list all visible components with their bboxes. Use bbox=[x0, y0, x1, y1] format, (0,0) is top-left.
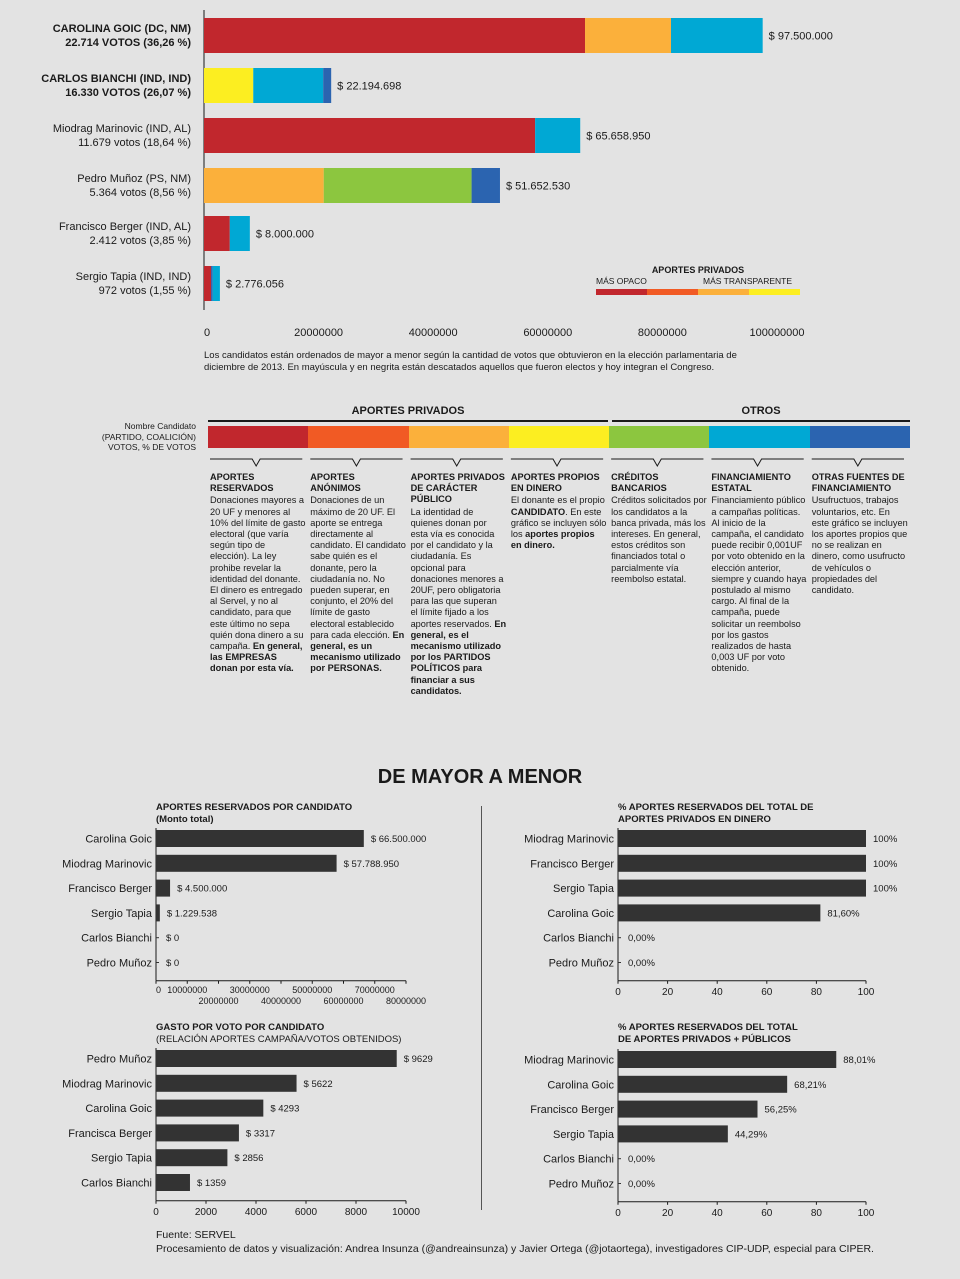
small-bar bbox=[156, 904, 160, 921]
small-x-tick: 80 bbox=[810, 986, 822, 998]
small-x-tick: 40 bbox=[711, 986, 723, 998]
top-x-tick: 20000000 bbox=[294, 327, 344, 339]
small-bar-value-label: 0,00% bbox=[628, 1179, 655, 1190]
legend-left-label-line3: VOTOS, % DE VOTOS bbox=[107, 442, 196, 452]
small-x-tick: 40 bbox=[711, 1207, 723, 1219]
small-bar bbox=[156, 1100, 263, 1117]
legend-header-other: OTROS bbox=[741, 405, 781, 417]
small-x-tick: 20000000 bbox=[198, 995, 239, 1006]
legend-column-title: APORTES PROPIOS EN DINERO bbox=[510, 472, 600, 494]
chart4-title-block bbox=[618, 1022, 918, 1046]
small-bar bbox=[156, 855, 337, 872]
small-x-tick: 2000 bbox=[194, 1206, 218, 1218]
small-bar-value-label: 68,21% bbox=[794, 1079, 827, 1091]
top-x-tick: 80000000 bbox=[637, 327, 687, 339]
small-x-tick: 20 bbox=[662, 986, 674, 998]
mini-legend-title: APORTES PRIVADOS bbox=[651, 265, 745, 275]
top-bar-total-label: $ 22.194.698 bbox=[337, 80, 402, 93]
small-x-tick: 20 bbox=[662, 1207, 674, 1219]
chart1-subtitle: (Monto total) bbox=[156, 814, 214, 825]
mini-legend-right: MÁS TRANSPARENTE bbox=[703, 276, 792, 286]
top-bar-total-label: $ 8.000.000 bbox=[255, 228, 314, 241]
top-candidate-name: CARLOS BIANCHI (IND, IND) bbox=[41, 73, 191, 85]
small-x-tick: 6000 bbox=[294, 1206, 318, 1218]
small-bar bbox=[618, 1076, 787, 1093]
legend-column-bold-text: CANDIDATO bbox=[510, 506, 566, 517]
chart2-subtitle: APORTES PRIVADOS EN DINERO bbox=[618, 814, 771, 825]
chart2-title: % APORTES RESERVADOS DEL TOTAL DE bbox=[618, 802, 814, 813]
top-candidate-name: Miodrag Marinovic (IND, AL) bbox=[52, 123, 191, 135]
small-bar-category: Carolina Goic bbox=[547, 1079, 614, 1092]
small-x-tick: 70000000 bbox=[354, 984, 395, 995]
small-bar bbox=[618, 904, 820, 921]
small-bar-value-label: 81,60% bbox=[827, 908, 860, 920]
small-x-tick: 60000000 bbox=[323, 995, 364, 1006]
small-bar-category: Sergio Tapia bbox=[91, 907, 152, 920]
small-bar-value-label: $ 2856 bbox=[234, 1153, 264, 1165]
small-bar-category: Carlos Bianchi bbox=[81, 932, 152, 945]
top-candidate-name: Pedro Muñoz (PS, NM) bbox=[77, 173, 191, 185]
legend-column-text: El donante es el propio bbox=[510, 495, 605, 506]
small-bar-value-label: $ 4.500.000 bbox=[177, 883, 228, 895]
top-bar-total-label: $ 2.776.056 bbox=[225, 278, 285, 291]
top-bar-total-label: $ 97.500.000 bbox=[768, 30, 833, 43]
small-bar-value-label: $ 5622 bbox=[303, 1078, 333, 1090]
small-charts-divider bbox=[481, 806, 482, 1210]
small-x-tick: 80000000 bbox=[385, 995, 427, 1006]
small-bar-value-label: 0,00% bbox=[628, 933, 655, 945]
legend-column-title: APORTES ANÓNIMOS bbox=[310, 472, 361, 494]
small-x-tick: 40000000 bbox=[260, 995, 302, 1006]
small-bar-category: Carlos Bianchi bbox=[543, 1153, 614, 1166]
legend-left-label-line2: (PARTIDO, COALICIÓN) bbox=[101, 431, 196, 442]
small-x-tick: 0 bbox=[156, 984, 162, 995]
small-bar-category: Miodrag Marinovic bbox=[524, 833, 614, 846]
chart1-title: APORTES RESERVADOS POR CANDIDATO bbox=[156, 802, 353, 813]
small-x-tick: 8000 bbox=[344, 1206, 368, 1218]
small-bar-category: Francisca Berger bbox=[68, 1127, 152, 1140]
top-candidate-name: CAROLINA GOIC (DC, NM) bbox=[52, 23, 191, 35]
small-bar bbox=[618, 1051, 836, 1068]
small-bar-category: Carlos Bianchi bbox=[81, 1177, 152, 1190]
small-bar-category: Miodrag Marinovic bbox=[62, 858, 152, 871]
top-candidate-votes: 11.679 votos (18,64 %) bbox=[78, 137, 191, 149]
small-x-tick: 30000000 bbox=[229, 984, 270, 995]
legend-column-title: FINANCIAMIENTO ESTATAL bbox=[711, 472, 791, 494]
small-bar bbox=[618, 880, 866, 897]
small-bar-value-label: 44,29% bbox=[734, 1129, 768, 1141]
small-bar bbox=[618, 1101, 758, 1118]
small-bar-category: Pedro Muñoz bbox=[548, 1178, 614, 1191]
legend-column-bold-text: En general, es un mecanismo utilizado por PERSONAS. bbox=[310, 629, 405, 674]
small-bar-value-label: 100% bbox=[873, 883, 898, 895]
small-bar-value-label: 56,25% bbox=[764, 1104, 797, 1116]
legend-column-text: La identidad de quienes donan por esta vía es conocida por el candidato y la ciudadanía. Es opcional para donaciones menores a 20UF, pero obligatoria para las que superan el límite fijado a los aportes reservados. bbox=[410, 506, 504, 629]
small-bar-value-label: 88,01% bbox=[843, 1055, 876, 1066]
mini-legend-left: MÁS OPACO bbox=[596, 276, 647, 286]
small-bar-value-label: 100% bbox=[873, 834, 898, 845]
small-x-tick: 50000000 bbox=[292, 984, 333, 995]
chart3-subtitle: (RELACIÓN APORTES CAMPAÑA/VOTOS OBTENIDOS) bbox=[156, 1034, 402, 1045]
legend-column-text: Donaciones mayores a 20 UF y menores al 10% del límite de gasto electoral (que varía según tipo de elección). La ley prohibe revelar la identidad del donante. El dinero es entregado al Servel, y no al candidato, para que este último no sepa quién dona dinero a su campaña. bbox=[210, 495, 306, 652]
legend-column-text: Donaciones de un máximo de 20 UF. El aporte se entrega directamente al candidato. El candidato sabe quién es el donante, pero la ciudadanía no. No pueden superar, en conjunto, el 20% del límite de gasto electoral establecido para cada elección. bbox=[310, 495, 406, 640]
top-x-tick: 40000000 bbox=[408, 327, 458, 339]
chart1-title-block bbox=[156, 802, 456, 826]
small-bar-value-label: $ 57.788.950 bbox=[343, 858, 400, 870]
top-candidate-votes: 16.330 VOTOS (26,07 %) bbox=[65, 87, 191, 99]
footer-source: Fuente: SERVEL bbox=[156, 1229, 236, 1241]
small-bar-value-label: 100% bbox=[873, 858, 898, 870]
small-bar bbox=[156, 880, 170, 897]
small-bar-value-label: $ 1.229.538 bbox=[166, 908, 218, 920]
small-bar bbox=[618, 830, 866, 847]
top-candidate-votes: 2.412 votos (3,85 %) bbox=[89, 235, 191, 247]
small-bar-category: Carlos Bianchi bbox=[543, 932, 614, 945]
small-bar-value-label: $ 0 bbox=[166, 958, 180, 969]
legend-column-text: . En este gráfico se incluyen sólo los bbox=[510, 506, 607, 540]
legend-header-private: APORTES PRIVADOS bbox=[351, 405, 465, 417]
legend-column-title: CRÉDITOS BANCARIOS bbox=[611, 472, 667, 494]
small-bar-value-label: 0,00% bbox=[628, 1154, 655, 1166]
legend-column-bold-text: En general, las EMPRESAS donan por esta vía. bbox=[210, 641, 303, 674]
top-x-tick: 0 bbox=[204, 327, 211, 339]
small-x-tick: 0 bbox=[153, 1206, 159, 1218]
small-bar-category: Sergio Tapia bbox=[553, 883, 614, 896]
small-x-tick: 0 bbox=[615, 986, 621, 998]
chart4-subtitle: DE APORTES PRIVADOS + PÚBLICOS bbox=[618, 1034, 791, 1045]
small-bar-category: Miodrag Marinovic bbox=[524, 1054, 614, 1067]
top-candidate-votes: 5.364 votos (8,56 %) bbox=[89, 187, 191, 199]
small-bar-category: Carolina Goic bbox=[547, 907, 614, 920]
small-bar-category: Miodrag Marinovic bbox=[62, 1078, 152, 1091]
small-bar-category: Francisco Berger bbox=[68, 883, 152, 896]
small-bar bbox=[156, 1075, 297, 1092]
small-x-tick: 100 bbox=[857, 1207, 875, 1219]
small-x-tick: 100 bbox=[857, 986, 875, 998]
small-bar-value-label: $ 4293 bbox=[270, 1103, 300, 1115]
small-x-tick: 10000 bbox=[392, 1206, 420, 1218]
top-bar-total-label: $ 65.658.950 bbox=[586, 130, 651, 143]
section-title: DE MAYOR A MENOR bbox=[377, 766, 583, 788]
small-bar-value-label: $ 3317 bbox=[245, 1128, 275, 1140]
small-bar bbox=[156, 1149, 227, 1166]
top-candidate-votes: 972 votos (1,55 %) bbox=[98, 285, 191, 297]
footer bbox=[156, 1228, 946, 1256]
small-bar-category: Pedro Muñoz bbox=[86, 957, 152, 970]
small-x-tick: 4000 bbox=[244, 1206, 268, 1218]
small-bar-category: Sergio Tapia bbox=[91, 1152, 152, 1165]
legend-column-text: Financiamiento público a campañas políticas. Al inicio de la campaña, el candidato puede recibir 0,001UF por voto obtenido en la elección anterior, siempre y cuando haya postulado al mismo cargo. Al final de la campaña, puede solicitar un reembolso por los gastos realizados de hasta 0,003 UF por voto obtenido. bbox=[711, 495, 807, 674]
small-bar-value-label: $ 0 bbox=[166, 933, 180, 945]
legend-left-label-line1: Nombre Candidato bbox=[124, 421, 196, 431]
legend-column-text: Créditos solicitados por los candidatos a la banca privada, más los intereses. En general, estos créditos son financiados total o parcialmente vía reembolso estatal. bbox=[611, 495, 707, 584]
small-bar-category: Carolina Goic bbox=[85, 833, 152, 846]
small-bar-category: Sergio Tapia bbox=[553, 1128, 614, 1141]
chart3-title: GASTO POR VOTO POR CANDIDATO bbox=[156, 1022, 325, 1033]
small-bar bbox=[618, 1125, 728, 1142]
top-candidate-name: Sergio Tapia (IND, IND) bbox=[75, 271, 191, 283]
top-bar-total-label: $ 51.652.530 bbox=[505, 180, 571, 193]
small-x-tick: 80 bbox=[810, 1207, 822, 1219]
small-bar bbox=[156, 1050, 397, 1067]
small-bar bbox=[618, 855, 866, 872]
small-bar bbox=[156, 830, 364, 847]
small-bar-value-label: $ 9629 bbox=[403, 1054, 433, 1065]
chart3-title-block bbox=[156, 1022, 476, 1046]
footer-credits: Procesamiento de datos y visualización: Andrea Insunza (@andreainsunza) y Javier Ortega (@jotaortega), investigadores CIP-UDP, especial para CIPER. bbox=[156, 1243, 874, 1255]
small-bar-value-label: $ 1359 bbox=[196, 1178, 227, 1189]
legend-column-title: OTRAS FUENTES DE FINANCIAMIENTO bbox=[811, 472, 905, 494]
small-x-tick: 0 bbox=[615, 1207, 621, 1219]
small-bar-category: Francisco Berger bbox=[530, 858, 614, 871]
small-bar-value-label: 0,00% bbox=[628, 958, 655, 969]
small-bar bbox=[156, 1124, 239, 1141]
top-x-tick: 100000000 bbox=[749, 327, 805, 339]
legend-column-title: APORTES PRIVADOS DE CARÁCTER PÚBLICO bbox=[410, 472, 505, 505]
legend-column-title: APORTES RESERVADOS bbox=[210, 472, 274, 494]
small-bar-category: Pedro Muñoz bbox=[86, 1053, 152, 1066]
top-candidate-name: Francisco Berger (IND, AL) bbox=[58, 221, 191, 233]
legend-column-bold-text: aportes propios en dinero. bbox=[510, 529, 595, 551]
chart4-title: % APORTES RESERVADOS DEL TOTAL bbox=[618, 1022, 798, 1033]
small-bar bbox=[156, 1174, 190, 1191]
top-candidate-votes: 22.714 VOTOS (36,26 %) bbox=[65, 37, 191, 49]
small-bar-category: Francisco Berger bbox=[530, 1104, 614, 1117]
small-bar-value-label: $ 66.500.000 bbox=[370, 834, 427, 845]
small-x-tick: 10000000 bbox=[167, 984, 208, 995]
legend-column-text: Usufructuos, trabajos voluntarios, etc. En este gráfico se incluyen los aportes propios que no se realizan en dinero, como usufructo de vehículos o propiedades del candidato. bbox=[811, 495, 908, 596]
top-chart-note: Los candidatos están ordenados de mayor a menor según la cantidad de votos que obtuvieron en la elección parlamentaria de diciembre de 2013. En mayúscula y en negrita están descatados aquellos que fueron electos y hoy integran el Congreso. bbox=[204, 350, 737, 373]
small-bar-category: Carolina Goic bbox=[85, 1103, 152, 1116]
chart2-title-block bbox=[618, 802, 918, 826]
small-x-tick: 60 bbox=[761, 986, 773, 998]
small-x-tick: 60 bbox=[761, 1207, 773, 1219]
small-bar-category: Pedro Muñoz bbox=[548, 957, 614, 970]
top-x-tick: 60000000 bbox=[523, 327, 573, 339]
legend-column-bold-text: En general, es el mecanismo utilizado por los PARTIDOS POLÍTICOS para financiar a sus candidatos. bbox=[410, 618, 507, 696]
